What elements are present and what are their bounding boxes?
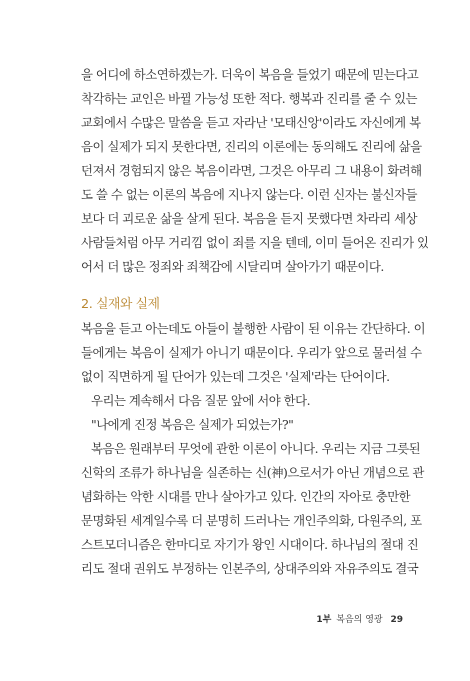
page-footer <box>316 614 403 626</box>
body-text-line: 문명화된 세계일수록 더 분명히 드러나는 개인주의화, 다원주의, 포 <box>81 513 422 528</box>
body-text-line: 신학의 조류가 하나님을 실존하는 신(神)으로서가 아닌 개념으로 관 <box>81 465 424 480</box>
body-text-line: 교회에서 수많은 말씀을 듣고 자라난 '모태신앙'이라도 자신에게 복 <box>81 115 421 130</box>
body-text-line: 우리는 계속해서 다음 질문 앞에 서야 한다. <box>91 393 311 408</box>
body-text-line: 념화하는 악한 시대를 만나 살아가고 있다. 인간의 자아로 충만한 <box>81 489 411 504</box>
body-text-line: 들에게는 복음이 실제가 아니기 때문이다. 우리가 앞으로 물러설 수 <box>81 345 422 360</box>
body-text-line: 없이 직면하게 될 단어가 있는데 그것은 '실제'라는 단어이다. <box>81 369 390 384</box>
body-text-line: 복음을 듣고 아는데도 아들이 불행한 사람이 된 이유는 간단하다. 이 <box>81 321 426 336</box>
body-text-line: 리도 절대 권위도 부정하는 인본주의, 상대주의와 자유주의도 결국 <box>81 561 419 576</box>
body-text-line: 사람들처럼 아무 거리낌 없이 죄를 지을 텐데, 이미 들어온 진리가 있 <box>81 235 429 250</box>
body-text-line: 복음은 원래부터 무엇에 관한 이론이 아니다. 우리는 지금 그릇된 <box>91 441 421 456</box>
footer-part-title: 복음의 영광 <box>336 615 383 625</box>
section-heading: 2. 실재와 실제 <box>81 297 160 312</box>
body-text-line: 을 어디에 하소연하겠는가. 더욱이 복음을 들었기 때문에 믿는다고 <box>81 67 419 82</box>
body-text-line: 보다 더 괴로운 삶을 살게 된다. 복음을 듣지 못했다면 차라리 세상 <box>81 211 418 226</box>
quote-line: "나에게 진정 복음은 실제가 되었는가?" <box>91 417 294 432</box>
body-text-line: 도 쓸 수 없는 이론의 복음에 지나지 않는다. 이런 신자는 불신자들 <box>81 187 418 202</box>
body-text-line: 음이 실제가 되지 못한다면, 진리의 이론에는 동의해도 진리에 삶을 <box>81 139 422 154</box>
body-text-line: 어서 더 많은 정죄와 죄책감에 시달리며 살아가기 때문이다. <box>81 259 384 274</box>
page-number: 29 <box>390 615 403 625</box>
body-text-line: 던져서 경험되지 않은 복음이라면, 그것은 아무리 그 내용이 화려해 <box>81 163 422 178</box>
body-text-line: 스트모더니즘은 한마디로 자기가 왕인 시대이다. 하나님의 절대 진 <box>81 537 419 552</box>
body-text-line: 착각하는 교인은 바뀔 가능성 또한 적다. 행복과 진리를 줄 수 있는 <box>81 91 418 106</box>
footer-part-label: 1부 <box>316 615 332 625</box>
